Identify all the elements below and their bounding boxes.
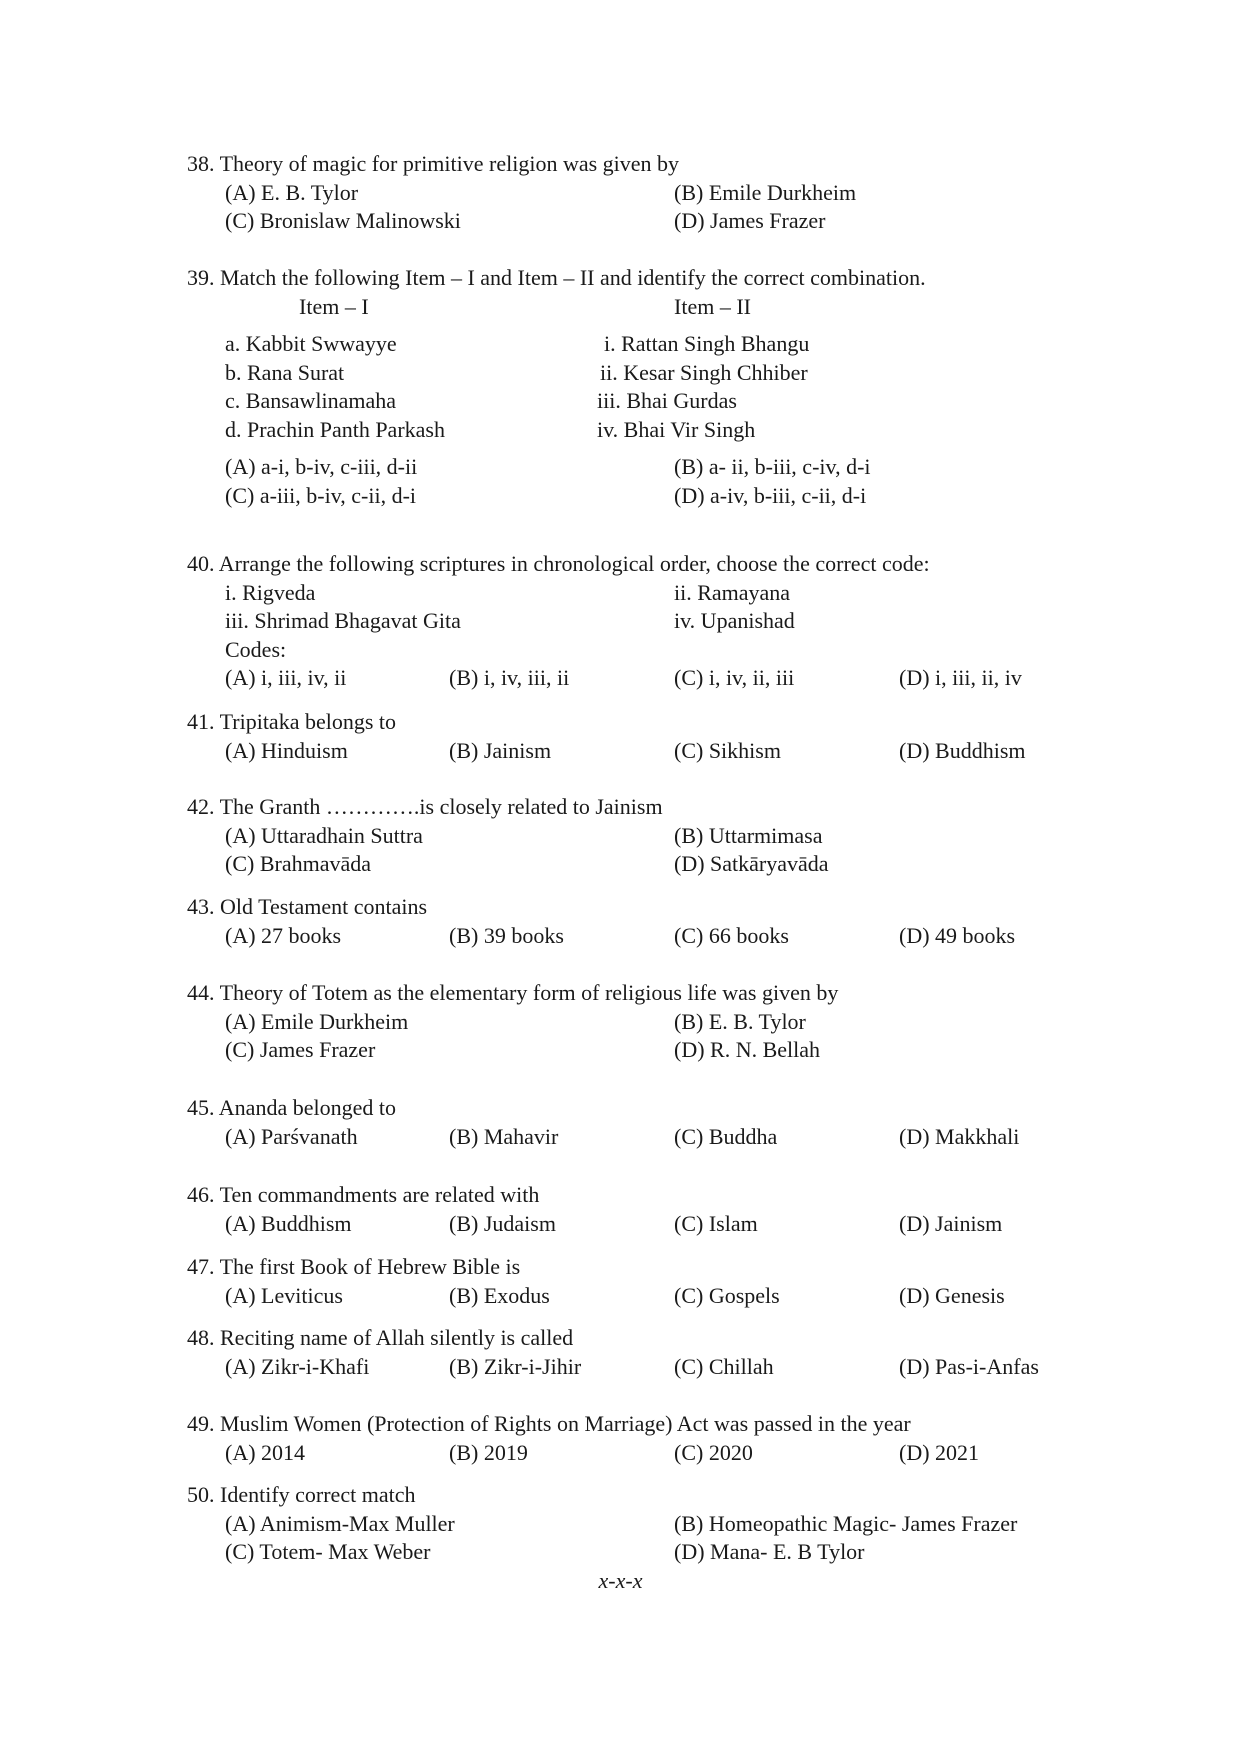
option-c: (C) Buddha <box>674 1123 778 1149</box>
question-44 <box>187 979 1087 1065</box>
option-c: (C) Gospels <box>674 1282 780 1308</box>
option-b: (B) Uttarmimasa <box>674 822 823 848</box>
option-a: (A) Parśvanath <box>225 1123 358 1149</box>
match-item: iv. Bhai Vir Singh <box>597 416 756 442</box>
option-d: (D) 49 books <box>899 922 1016 948</box>
match-item: ii. Kesar Singh Chhiber <box>600 359 808 385</box>
question-41 <box>187 708 1087 765</box>
question-stem: 44. Theory of Totem as the elementary form of religious life was given by <box>187 980 839 1005</box>
question-42 <box>187 793 1087 879</box>
option-b: (B) E. B. Tylor <box>674 1008 806 1034</box>
option-b: (B) 2019 <box>449 1439 528 1465</box>
option-a: (A) Zikr-i-Khafi <box>225 1353 370 1379</box>
option-b: (B) 39 books <box>449 922 564 948</box>
question-43 <box>187 893 1087 950</box>
question-stem: 42. The Granth ………….is closely related to Jainism <box>187 794 663 819</box>
option-c: (C) Totem- Max Weber <box>225 1539 431 1564</box>
option-b: (B) Jainism <box>449 737 552 763</box>
match-item: b. Rana Surat <box>225 359 345 385</box>
option-b: (B) Emile Durkheim <box>674 179 857 205</box>
question-stem: 40. Arrange the following scriptures in chronological order, choose the correct code: <box>187 551 930 576</box>
option-d: (D) Makkhali <box>899 1123 1020 1149</box>
question-39 <box>187 264 1087 510</box>
question-stem: 45. Ananda belonged to <box>187 1095 396 1120</box>
option-b: (B) a- ii, b-iii, c-iv, d-i <box>674 454 871 479</box>
option-d: (D) R. N. Bellah <box>674 1037 821 1062</box>
option-c: (C) Brahmavāda <box>225 851 371 876</box>
option-d: (D) James Frazer <box>674 208 826 233</box>
option-a: (A) i, iii, iv, ii <box>225 665 347 690</box>
match-item: iii. Bhai Gurdas <box>597 388 737 413</box>
question-stem: 39. Match the following Item – I and Item – II and identify the correct combination. <box>187 265 926 290</box>
option-a: (A) Hinduism <box>225 737 348 763</box>
option-b: (B) Zikr-i-Jihir <box>449 1353 582 1379</box>
question-stem: 49. Muslim Women (Protection of Rights on Marriage) Act was passed in the year <box>187 1411 911 1436</box>
option-b: (B) Homeopathic Magic- James Frazer <box>674 1510 1018 1536</box>
scripture-item: iv. Upanishad <box>674 608 795 633</box>
question-stem: 48. Reciting name of Allah silently is called <box>187 1325 574 1350</box>
option-c: (C) Bronislaw Malinowski <box>225 208 461 233</box>
question-stem: 38. Theory of magic for primitive religion was given by <box>187 151 680 176</box>
match-item: i. Rattan Singh Bhangu <box>604 331 810 356</box>
question-38 <box>187 150 1087 236</box>
option-d: (D) 2021 <box>899 1439 980 1465</box>
question-40 <box>187 550 1087 693</box>
question-stem: 43. Old Testament contains <box>187 894 428 919</box>
option-c: (C) Islam <box>674 1210 758 1236</box>
option-a: (A) Animism-Max Muller <box>225 1510 455 1536</box>
option-c: (C) 66 books <box>674 922 789 948</box>
option-a: (A) Leviticus <box>225 1282 343 1308</box>
option-c: (C) Sikhism <box>674 737 781 763</box>
option-b: (B) i, iv, iii, ii <box>449 665 570 690</box>
option-b: (B) Exodus <box>449 1282 550 1308</box>
scripture-item: iii. Shrimad Bhagavat Gita <box>225 608 461 633</box>
match-item: c. Bansawlinamaha <box>225 388 397 413</box>
option-c: (C) Chillah <box>674 1353 774 1379</box>
question-stem: 50. Identify correct match <box>187 1482 416 1507</box>
option-a: (A) Emile Durkheim <box>225 1008 409 1034</box>
match-item: a. Kabbit Swwayye <box>225 331 397 356</box>
option-c: (C) 2020 <box>674 1439 753 1465</box>
option-d: (D) Buddhism <box>899 737 1026 763</box>
option-a: (A) a-i, b-iv, c-iii, d-ii <box>225 454 418 479</box>
option-a: (A) E. B. Tylor <box>225 179 359 205</box>
option-a: (A) 27 books <box>225 922 342 948</box>
match-item: d. Prachin Panth Parkash <box>225 416 445 442</box>
scripture-item: ii. Ramayana <box>674 579 791 605</box>
codes-label: Codes: <box>225 636 287 662</box>
option-c: (C) a-iii, b-iv, c-ii, d-i <box>225 482 417 508</box>
option-d: (D) Mana- E. B Tylor <box>674 1539 865 1564</box>
option-a: (A) 2014 <box>225 1439 306 1465</box>
option-c: (C) i, iv, ii, iii <box>674 665 795 690</box>
question-49 <box>187 1410 1087 1467</box>
question-50 <box>187 1481 1087 1567</box>
question-stem: 46. Ten commandments are related with <box>187 1182 540 1207</box>
option-d: (D) Genesis <box>899 1282 1005 1308</box>
option-d: (D) Pas-i-Anfas <box>899 1353 1039 1379</box>
option-d: (D) a-iv, b-iii, c-ii, d-i <box>674 482 867 508</box>
option-d: (D) i, iii, ii, iv <box>899 665 1022 690</box>
option-b: (B) Judaism <box>449 1210 556 1236</box>
option-a: (A) Uttaradhain Suttra <box>225 822 423 848</box>
question-45 <box>187 1094 1087 1151</box>
option-b: (B) Mahavir <box>449 1123 559 1149</box>
question-stem: 41. Tripitaka belongs to <box>187 709 397 734</box>
question-46 <box>187 1181 1087 1238</box>
option-a: (A) Buddhism <box>225 1210 352 1236</box>
end-marker: x-x-x <box>598 1568 643 1593</box>
question-stem: 47. The first Book of Hebrew Bible is <box>187 1254 521 1279</box>
item-i-heading: Item – I <box>299 293 369 319</box>
scripture-item: i. Rigveda <box>225 579 316 605</box>
option-c: (C) James Frazer <box>225 1037 376 1062</box>
question-48 <box>187 1324 1087 1381</box>
question-47 <box>187 1253 1087 1310</box>
item-ii-heading: Item – II <box>674 293 751 319</box>
option-d: (D) Satkāryavāda <box>674 851 829 876</box>
option-d: (D) Jainism <box>899 1210 1003 1236</box>
